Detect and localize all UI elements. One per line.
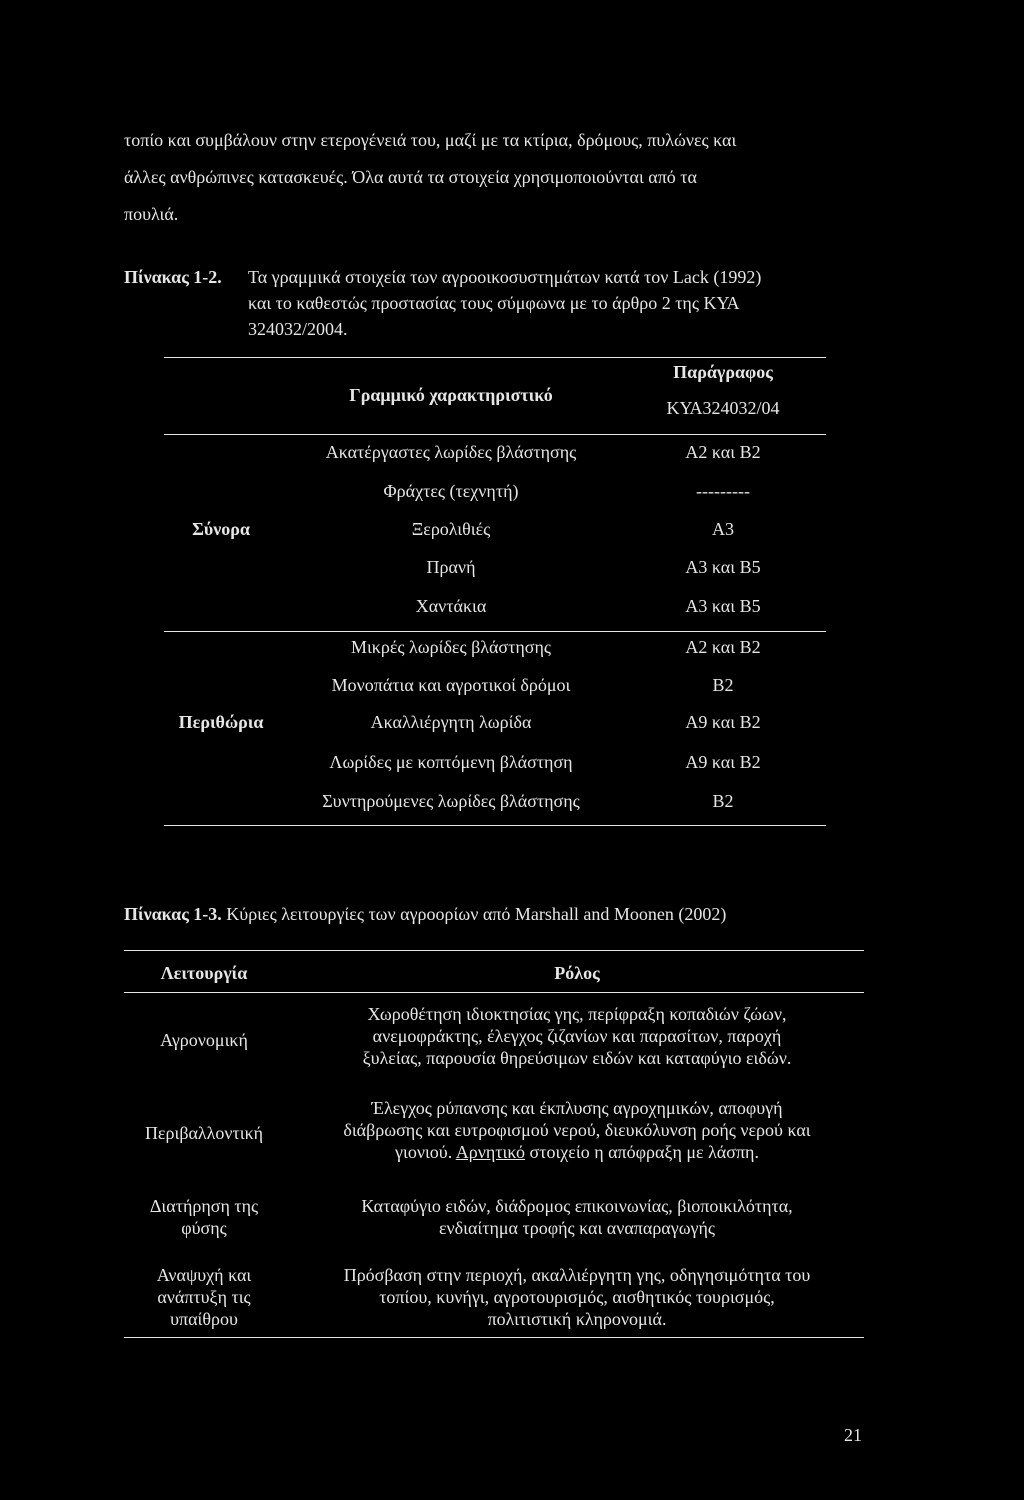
table3-header-function: Λειτουργία: [160, 963, 248, 983]
table2-group-margins: Περιθώρια: [178, 712, 264, 732]
table2-row-feature: Μικρές λωρίδες βλάστησης: [350, 637, 552, 657]
table2-row-paragraph: ---------: [696, 481, 750, 501]
table2-caption-label: Πίνακας 1-2.: [124, 267, 222, 287]
table3-header-rule: [124, 992, 864, 993]
table3-row-function: Αγρονομική: [160, 1030, 248, 1050]
table2-row-paragraph: Α3 και Β5: [685, 557, 761, 577]
table2-row-paragraph: Β2: [712, 791, 734, 811]
table2-header-feature: Γραμμικό χαρακτηριστικό: [349, 385, 553, 405]
table3-top-rule: [124, 950, 864, 951]
table2-row-feature: Ξερολιθιές: [411, 519, 491, 539]
table2-row-paragraph: Β2: [712, 675, 734, 695]
table2-row-paragraph: Α2 και Β2: [685, 637, 761, 657]
table3-row-role: Έλεγχος ρύπανσης και έκπλυσης αγροχημικών, αποφυγή διάβρωσης και ευτροφισμού νερού, διευκόλυνση ροής νερού και γιονιού. Αρνητικό στοιχείο η απόφραξη με λάσπη.: [343, 1098, 811, 1162]
table2-caption-line-1: Τα γραμμικά στοιχεία των αγροοικοσυστημάτων κατά τον Lack (1992): [248, 267, 762, 287]
table3-caption-label: Πίνακας 1-3.: [124, 904, 222, 924]
table3-caption: [124, 903, 726, 925]
table2-group-borders: Σύνορα: [192, 519, 250, 539]
intro-line-2: άλλες ανθρώπινες κατασκευές. Όλα αυτά τα στοιχεία χρησιμοποιούνται από τα: [124, 167, 697, 187]
table2-row-feature: Μονοπάτια και αγροτικοί δρόμοι: [331, 675, 571, 695]
table2-header-paragraph-2: ΚΥΑ324032/04: [666, 398, 780, 418]
intro-line-3: πουλιά.: [124, 204, 179, 224]
page-number: 21: [844, 1425, 862, 1445]
table2-row-feature: Χαντάκια: [415, 596, 487, 616]
table2-header-rule: [164, 434, 826, 435]
table2-row-feature: Λωρίδες με κοπτόμενη βλάστηση: [329, 752, 573, 772]
intro-line-1: τοπίο και συμβάλουν στην ετερογένειά του, μαζί με τα κτίρια, δρόμους, πυλώνες και: [124, 130, 737, 150]
table3-row-function: Περιβαλλοντική: [144, 1123, 264, 1143]
table2-bottom-rule: [164, 825, 826, 826]
table2-row-paragraph: Α2 και Β2: [685, 442, 761, 462]
table3-bottom-rule: [124, 1337, 864, 1338]
table3-row-role: Χωροθέτηση ιδιοκτησίας γης, περίφραξη κοπαδιών ζώων, ανεμοφράκτης, έλεγχος ζιζανίων και παρασίτων, παροχή ξυλείας, παρουσία θηρεύσιμων ειδών και καταφύγιο ειδών.: [362, 1004, 792, 1068]
table2-row-paragraph: Α9 και Β2: [685, 712, 761, 732]
table2-header-paragraph-1: Παράγραφος: [673, 362, 773, 382]
table3-row-role: Καταφύγιο ειδών, διάδρομος επικοινωνίας, βιοποικιλότητα, ενδιαίτημα τροφής και αναπαραγωγής: [361, 1196, 793, 1238]
table2-row-feature: Ακατέργαστες λωρίδες βλάστησης: [325, 442, 577, 462]
table2-row-feature: Πρανή: [426, 557, 476, 577]
table2-caption-line-3: 324032/2004.: [248, 319, 348, 339]
table2-row-feature: Συντηρούμενες λωρίδες βλάστησης: [322, 791, 580, 811]
table3-row-role: Πρόσβαση στην περιοχή, ακαλλιέργητη γης, οδηγησιμότητα του τοπίου, κυνήγι, αγροτουρισμός, αισθητικός τουρισμός, πολιτιστική κληρονομιά.: [343, 1265, 811, 1329]
table2-top-rule: [164, 357, 826, 358]
table2-row-feature: Φράχτες (τεχνητή): [383, 481, 519, 501]
table3-caption-text: Κύριες λειτουργίες των αγροορίων από Marshall and Moonen (2002): [226, 904, 727, 924]
table2-group-rule: [164, 631, 826, 632]
table2-row-paragraph: Α9 και Β2: [685, 752, 761, 772]
table3-row-function: Διατήρηση της φύσης: [149, 1196, 259, 1238]
table3-header-role: Ρόλος: [554, 963, 600, 983]
table2-row-paragraph: Α3: [712, 519, 734, 539]
table2-row-feature: Ακαλλιέργητη λωρίδα: [370, 712, 532, 732]
table2-row-paragraph: Α3 και Β5: [685, 596, 761, 616]
table3-row-function: Αναψυχή και ανάπτυξη τις υπαίθρου: [156, 1265, 252, 1329]
table2-caption-line-2: και το καθεστώς προστασίας τους σύμφωνα με το άρθρο 2 της ΚΥΑ: [248, 293, 740, 313]
